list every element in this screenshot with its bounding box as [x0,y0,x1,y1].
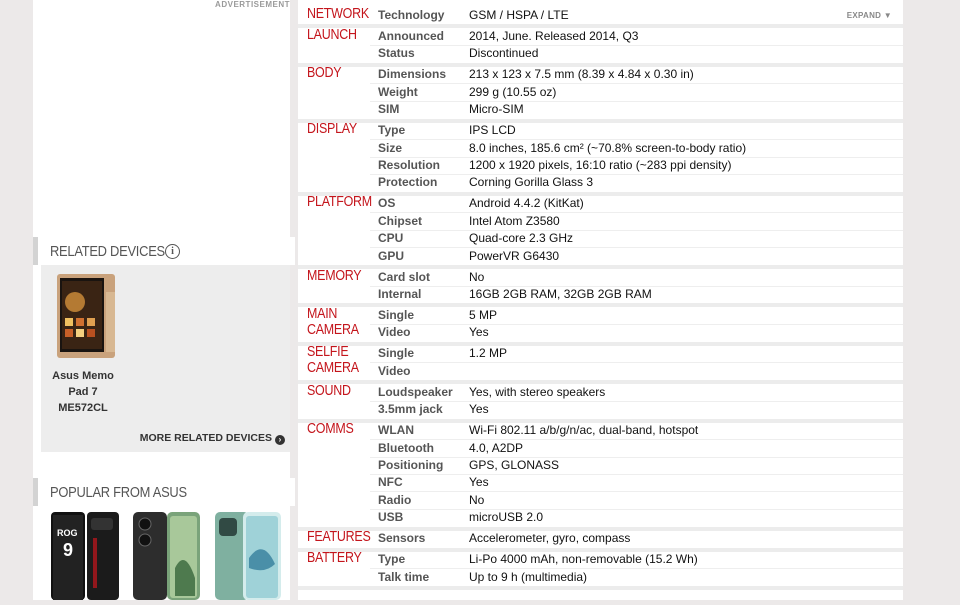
spec-key: Size [378,140,403,155]
spec-key: OS [378,196,396,211]
svg-text:9: 9 [63,540,74,560]
spec-row [370,230,903,248]
spec-key: Bluetooth [378,440,434,455]
spec-category-name: SOUND [307,382,351,399]
spec-value: Up to 9 h (multimedia) [469,569,588,584]
spec-key: Status [378,46,415,61]
spec-value: 4.0, A2DP [469,440,524,455]
spec-category-name: LAUNCH [307,27,357,43]
spec-key: Talk time [378,569,430,584]
spec-category [298,66,903,118]
popular-device-1[interactable] [49,508,120,600]
advertisement-label: ADVERTISEMENT [215,0,290,9]
spec-row [370,174,903,191]
more-related-devices-link[interactable] [140,432,285,445]
spec-key: Weight [378,84,418,99]
spec-key: Single [378,346,415,361]
spec-value: Discontinued [469,46,539,61]
spec-value: Corning Gorilla Glass 3 [469,175,594,190]
spec-row [370,422,903,440]
spec-row [370,45,903,62]
spec-row [370,457,903,475]
spec-category [298,122,903,192]
popular-devices [41,508,290,600]
spec-category-name: DISPLAY [307,121,357,138]
spec-value: Quad-core 2.3 GHz [469,231,574,246]
spec-value: No [469,492,485,507]
spec-row [370,474,903,492]
spec-row [370,345,903,363]
related-devices-title: RELATED DEVICES [50,243,165,260]
spec-value: Wi-Fi 802.11 a/b/g/n/ac, dual-band, hotspot [469,423,699,438]
spec-key: USB [378,510,404,525]
spec-value: GPS, GLONASS [469,457,560,472]
spec-category [298,269,903,304]
spec-key: Resolution [378,157,440,172]
spec-value: IPS LCD [469,123,516,138]
spec-key: Video [378,363,411,378]
spec-key: Sensors [378,531,426,546]
spec-key: Internal [378,286,422,301]
spec-row [370,530,903,547]
spec-category-name: MEMORY [307,267,362,284]
left-column [33,0,290,600]
spec-row [370,551,903,569]
spec-row [370,286,903,303]
spec-row [370,248,903,265]
spec-category [298,345,903,380]
popular-device-2[interactable] [131,508,202,600]
spec-value: 16GB 2GB RAM, 32GB 2GB RAM [469,286,652,301]
spec-value: 5 MP [469,308,498,322]
spec-key: SIM [378,102,400,117]
spec-key: Protection [378,175,438,190]
spec-key: CPU [378,231,404,246]
related-devices-header [33,237,295,265]
spec-category [298,7,903,24]
spec-sheet [298,0,903,600]
spec-row [370,84,903,102]
spec-value: Android 4.4.2 (KitKat) [469,196,584,211]
svg-text:ROG: ROG [57,528,78,538]
spec-row [370,140,903,158]
spec-value: 1200 x 1920 pixels, 16:10 ratio (~283 ppi density) [469,157,732,172]
spec-value: Yes [469,402,489,417]
spec-key: 3.5mm jack [378,402,443,417]
popular-header [33,478,295,506]
spec-value: 2014, June. Released 2014, Q3 [469,29,639,43]
spec-row [370,195,903,213]
spec-category-name: NETWORK [307,6,369,22]
spec-value: microUSB 2.0 [469,510,544,525]
spec-key: Chipset [378,213,423,228]
spec-category [298,384,903,419]
related-device-image[interactable] [55,272,119,362]
related-device-name[interactable]: Asus Memo Pad 7 ME572CL [52,370,114,414]
spec-key: Card slot [378,269,431,284]
spec-value: Micro-SIM [469,102,524,117]
spec-value: PowerVR G6430 [469,248,560,263]
spec-key: Type [378,552,406,567]
spec-value: Intel Atom Z3580 [469,213,560,228]
spec-key: Radio [378,492,412,507]
spec-value: GSM / HSPA / LTE [469,8,569,22]
spec-row [370,307,903,325]
spec-category-name: MAIN CAMERA [307,306,359,338]
spec-category [298,551,903,586]
spec-value: No [469,269,485,284]
spec-category [298,422,903,526]
spec-key: Announced [378,29,444,43]
spec-row [370,28,903,46]
spec-key: WLAN [378,423,414,438]
spec-category [298,28,903,63]
spec-row [370,492,903,510]
spec-row [370,269,903,287]
info-icon[interactable]: i [165,244,180,259]
spec-row [370,7,903,24]
popular-device-3[interactable] [213,508,284,600]
category-separator [298,586,903,590]
spec-category-name: COMMS [307,421,354,438]
spec-key: Positioning [378,457,444,472]
related-devices-box [41,265,290,452]
spec-value: 213 x 123 x 7.5 mm (8.39 x 4.84 x 0.30 in) [469,67,694,82]
spec-row [370,509,903,526]
spec-row [370,157,903,175]
spec-key: Technology [378,8,445,22]
spec-category-name: PLATFORM [307,194,372,211]
spec-key: Type [378,123,406,138]
spec-value: Accelerometer, gyro, compass [469,531,631,546]
spec-row [370,401,903,418]
spec-category-name: FEATURES [307,529,371,546]
spec-key: NFC [378,475,403,490]
spec-row [370,122,903,140]
spec-value: Yes, with stereo speakers [469,384,606,399]
spec-row [370,66,903,84]
popular-title: POPULAR FROM ASUS [50,484,187,501]
spec-row [370,569,903,586]
arrow-right-icon: › [275,435,285,445]
spec-category [298,530,903,547]
more-related-label: MORE RELATED DEVICES [139,432,272,444]
spec-value: 299 g (10.55 oz) [469,84,557,99]
spec-key: Loudspeaker [378,384,453,399]
spec-row [370,101,903,118]
spec-row [370,440,903,458]
spec-key: Video [378,325,411,340]
spec-value: Yes [469,475,489,490]
spec-key: Single [378,308,415,322]
spec-category [298,307,903,342]
spec-row [370,213,903,231]
spec-row [370,324,903,341]
spec-category-name: SELFIE CAMERA [307,344,359,376]
spec-category-name: BATTERY [307,550,362,567]
spec-value: Yes [469,325,489,340]
spec-key: GPU [378,248,405,263]
spec-value: 1.2 MP [469,346,508,361]
spec-row [370,363,903,380]
spec-value: 8.0 inches, 185.6 cm² (~70.8% screen-to-body ratio) [469,140,747,155]
spec-category [298,195,903,265]
spec-value: Li-Po 4000 mAh, non-removable (15.2 Wh) [469,552,698,567]
spec-row [370,384,903,402]
expand-button[interactable]: EXPAND ▼ [846,11,892,20]
spec-category-name: BODY [307,65,342,82]
spec-key: Dimensions [378,67,447,82]
